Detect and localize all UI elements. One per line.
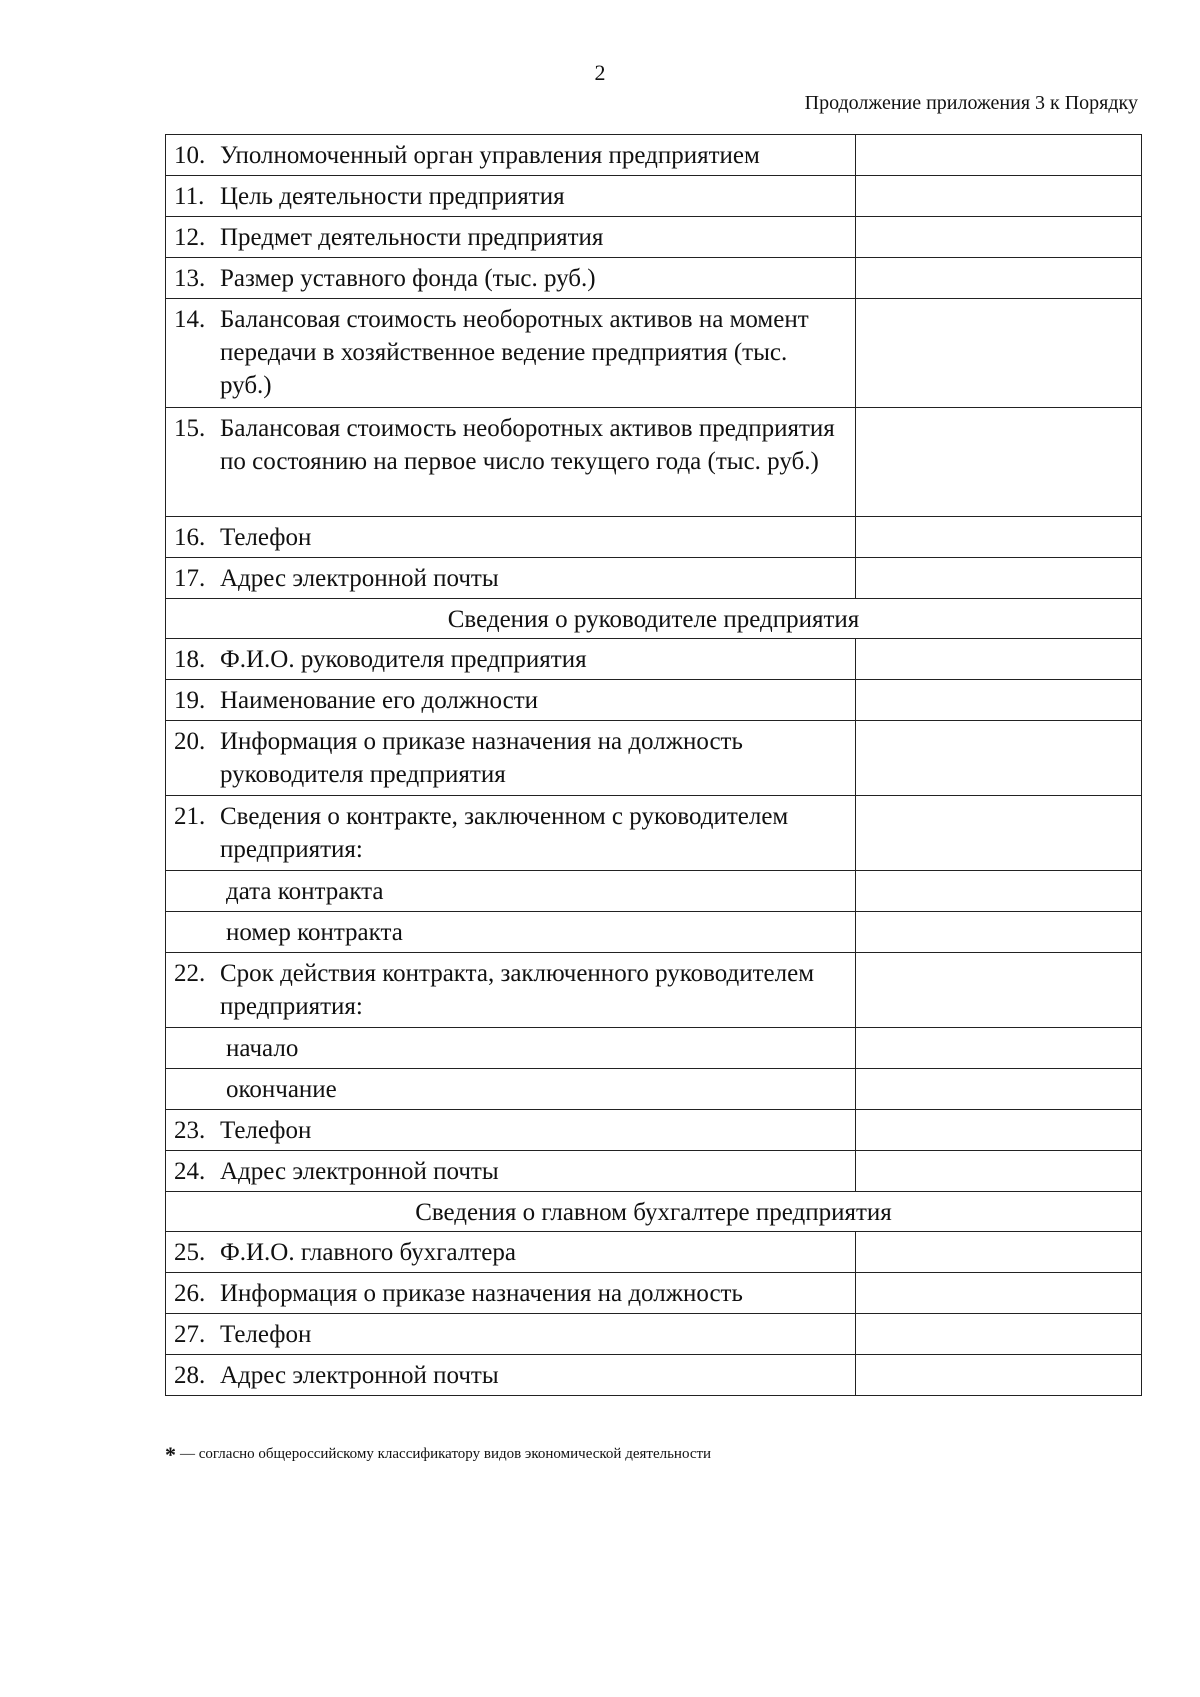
section-accountant-heading: Сведения о главном бухгалтере предприятия <box>166 1192 1142 1232</box>
table-row <box>166 1069 1142 1110</box>
row-label-19: 19. Наименование его должности <box>166 680 856 721</box>
value-cell-27[interactable] <box>856 1314 1142 1355</box>
table-row <box>166 1314 1142 1355</box>
row-label-20: 20. Информация о приказе назначения на должность руководителя предприятия <box>166 721 856 796</box>
value-cell-13[interactable] <box>856 258 1142 299</box>
row-label-12: 12. Предмет деятельности предприятия <box>166 217 856 258</box>
row-label-26: 26. Информация о приказе назначения на должность <box>166 1273 856 1314</box>
table-row <box>166 1355 1142 1396</box>
row-label-contract-number: номер контракта <box>166 912 856 953</box>
table-row <box>166 1232 1142 1273</box>
row-label-10: 10. Уполномоченный орган управления предприятием <box>166 135 856 176</box>
value-cell-12[interactable] <box>856 217 1142 258</box>
row-label-term-end: окончание <box>166 1069 856 1110</box>
value-cell-23[interactable] <box>856 1110 1142 1151</box>
table-row <box>166 135 1142 176</box>
table-row <box>166 1273 1142 1314</box>
row-label-22: 22. Срок действия контракта, заключенного руководителем предприятия: <box>166 953 856 1028</box>
table-row <box>166 408 1142 517</box>
table-row <box>166 953 1142 1028</box>
table-row <box>166 217 1142 258</box>
row-label-23: 23. Телефон <box>166 1110 856 1151</box>
table-row <box>166 639 1142 680</box>
row-label-27: 27. Телефон <box>166 1314 856 1355</box>
row-label-21: 21. Сведения о контракте, заключенном с руководителем предприятия: <box>166 796 856 871</box>
footnote-asterisk: * <box>165 1442 176 1467</box>
section-row <box>166 1192 1142 1232</box>
table-row <box>166 1110 1142 1151</box>
table-row <box>166 721 1142 796</box>
value-cell-15[interactable] <box>856 408 1142 517</box>
value-cell-term-end[interactable] <box>856 1069 1142 1110</box>
row-label-11: 11. Цель деятельности предприятия <box>166 176 856 217</box>
value-cell-28[interactable] <box>856 1355 1142 1396</box>
continuation-caption: Продолжение приложения 3 к Порядку <box>804 92 1138 114</box>
row-label-contract-date: дата контракта <box>166 871 856 912</box>
row-label-24: 24. Адрес электронной почты <box>166 1151 856 1192</box>
footnote <box>165 1442 711 1468</box>
value-cell-17[interactable] <box>856 558 1142 599</box>
value-cell-14[interactable] <box>856 299 1142 408</box>
table-row <box>166 1151 1142 1192</box>
table-row <box>166 558 1142 599</box>
section-row <box>166 599 1142 639</box>
row-label-16: 16. Телефон <box>166 517 856 558</box>
value-cell-21[interactable] <box>856 796 1142 871</box>
row-label-15: 15. Балансовая стоимость необоротных активов предприятия по состоянию на первое число текущего года (тыс. руб.) <box>166 408 856 517</box>
table-row <box>166 796 1142 871</box>
value-cell-contract-date[interactable] <box>856 871 1142 912</box>
value-cell-24[interactable] <box>856 1151 1142 1192</box>
table-row <box>166 176 1142 217</box>
value-cell-contract-number[interactable] <box>856 912 1142 953</box>
row-label-13: 13. Размер уставного фонда (тыс. руб.) <box>166 258 856 299</box>
section-director-heading: Сведения о руководителе предприятия <box>166 599 1142 639</box>
value-cell-term-start[interactable] <box>856 1028 1142 1069</box>
value-cell-18[interactable] <box>856 639 1142 680</box>
row-label-14: 14. Балансовая стоимость необоротных активов на момент передачи в хозяйственное ведение предприятия (тыс. руб.) <box>166 299 856 408</box>
value-cell-19[interactable] <box>856 680 1142 721</box>
row-label-28: 28. Адрес электронной почты <box>166 1355 856 1396</box>
value-cell-11[interactable] <box>856 176 1142 217</box>
value-cell-16[interactable] <box>856 517 1142 558</box>
row-label-term-start: начало <box>166 1028 856 1069</box>
table-row <box>166 299 1142 408</box>
page-number: 2 <box>594 60 606 85</box>
table-row <box>166 517 1142 558</box>
table-row <box>166 680 1142 721</box>
value-cell-20[interactable] <box>856 721 1142 796</box>
footnote-text: — согласно общероссийскому классификатору видов экономической деятельности <box>180 1446 712 1462</box>
row-label-25: 25. Ф.И.О. главного бухгалтера <box>166 1232 856 1273</box>
row-label-18: 18. Ф.И.О. руководителя предприятия <box>166 639 856 680</box>
table-row <box>166 258 1142 299</box>
value-cell-26[interactable] <box>856 1273 1142 1314</box>
table-row <box>166 871 1142 912</box>
table-row <box>166 912 1142 953</box>
value-cell-22[interactable] <box>856 953 1142 1028</box>
value-cell-10[interactable] <box>856 135 1142 176</box>
value-cell-25[interactable] <box>856 1232 1142 1273</box>
table-row <box>166 1028 1142 1069</box>
enterprise-info-table <box>165 134 1142 1396</box>
row-label-17: 17. Адрес электронной почты <box>166 558 856 599</box>
